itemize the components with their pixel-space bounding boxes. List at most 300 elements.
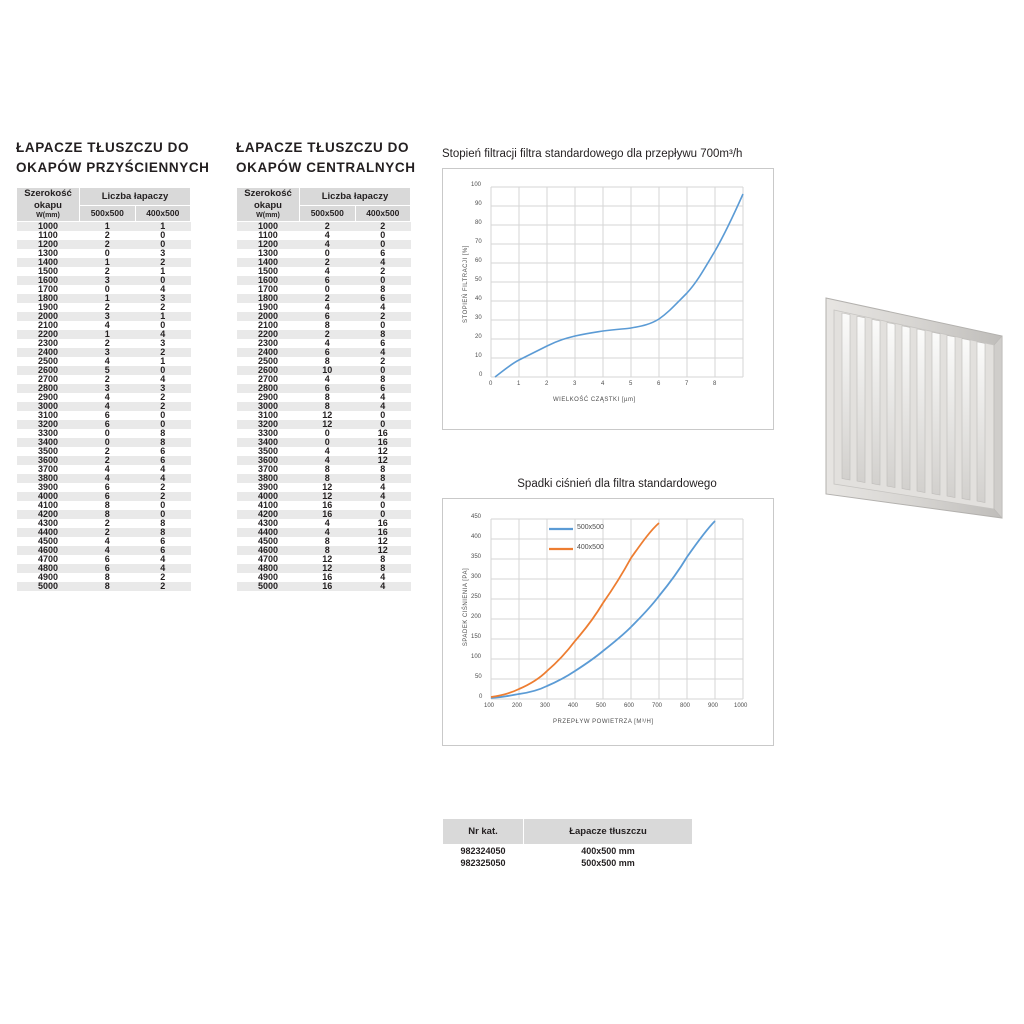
central-cell: 4600 [237,546,300,555]
wall-cell: 1 [80,258,136,267]
central-cell: 3100 [237,411,300,420]
central-cell: 1100 [237,231,300,240]
wall-cell: 0 [135,420,191,429]
central-cell: 2500 [237,357,300,366]
central-cell: 4900 [237,573,300,582]
central-cell: 8 [300,537,356,546]
p-xtick-300: 300 [540,703,551,709]
catalogue-cell: 982325050 [443,857,524,869]
central-cell: 4 [355,303,411,312]
wall-cell: 2 [80,375,136,384]
central-cell: 4 [300,339,356,348]
central-cell: 8 [300,357,356,366]
central-cell: 10 [300,366,356,375]
wall-cell: 3 [80,384,136,393]
central-cell: 4300 [237,519,300,528]
wall-cell: 2 [80,339,136,348]
central-cell: 12 [355,546,411,555]
central-cell: 2700 [237,375,300,384]
wall-cell: 1300 [17,249,80,258]
central-cell: 4100 [237,501,300,510]
wall-cell: 2 [80,240,136,249]
central-cell: 4800 [237,564,300,573]
central-cell: 8 [355,330,411,339]
p-xtick-1000: 1000 [734,703,748,709]
central-cell: 0 [355,276,411,285]
wall-cell: 3400 [17,438,80,447]
xtick-2: 2 [545,381,549,387]
wall-cell: 8 [135,528,191,537]
chart-filtration-xlabel: WIELKOŚĆ CZĄSTKI [µm] [553,397,636,403]
wall-cell: 2 [80,267,136,276]
wall-cell: 2 [80,519,136,528]
central-cell: 4 [300,240,356,249]
table-row [17,582,191,591]
xtick-8: 8 [713,381,717,387]
central-cell: 2400 [237,348,300,357]
central-cell: 2 [355,221,411,231]
catalogue-header-name: Łapacze tłuszczu [524,819,693,845]
central-cell: 3600 [237,456,300,465]
wall-cell: 0 [80,429,136,438]
wall-cell: 1100 [17,231,80,240]
central-cell: 12 [300,492,356,501]
table-block-wall-hoods [16,138,212,591]
wall-cell: 2 [135,483,191,492]
xtick-0: 0 [489,381,493,387]
wall-cell: 1 [80,294,136,303]
wall-cell: 3 [135,339,191,348]
central-cell: 8 [300,546,356,555]
header-width-wall [17,188,80,222]
central-cell: 2100 [237,321,300,330]
central-cell: 3800 [237,474,300,483]
header-500-wall: 500x500 [80,206,136,221]
central-cell: 16 [355,438,411,447]
central-cell: 1700 [237,285,300,294]
central-cell: 6 [355,249,411,258]
central-cell: 8 [355,285,411,294]
wall-cell: 1 [135,221,191,231]
sizes-table-central-body [237,221,411,591]
header-400-central: 400x500 [355,206,411,221]
central-cell: 3900 [237,483,300,492]
wall-cell: 4900 [17,573,80,582]
chart-filtration-frame [442,168,774,430]
table-title-wall: ŁAPACZE TŁUSZCZU DO OKAPÓW PRZYŚCIENNYCH [16,140,210,175]
central-cell: 8 [355,375,411,384]
wall-cell: 3 [80,276,136,285]
p-ytick-200: 200 [471,614,482,620]
wall-cell: 2 [135,258,191,267]
wall-cell: 2 [135,492,191,501]
wall-cell: 0 [135,276,191,285]
wall-cell: 4200 [17,510,80,519]
wall-cell: 2700 [17,375,80,384]
wall-cell: 2 [135,402,191,411]
wall-cell: 8 [135,429,191,438]
xtick-4: 4 [601,381,605,387]
wall-cell: 4 [135,375,191,384]
wall-cell: 2500 [17,357,80,366]
central-cell: 8 [355,465,411,474]
wall-cell: 4 [135,465,191,474]
chart-filtration-title: Stopień filtracji filtra standardowego dla przepływu 700m³/h [442,148,743,160]
central-cell: 0 [300,249,356,258]
central-cell: 12 [355,456,411,465]
ytick-30: 30 [475,315,482,321]
central-cell: 3000 [237,402,300,411]
central-cell: 0 [355,366,411,375]
central-cell: 3700 [237,465,300,474]
header-500-central: 500x500 [300,206,356,221]
table-row [443,857,693,869]
ytick-10: 10 [475,353,482,359]
central-cell: 4500 [237,537,300,546]
central-cell: 1900 [237,303,300,312]
wall-cell: 2 [80,528,136,537]
wall-cell: 2600 [17,366,80,375]
central-cell: 12 [300,564,356,573]
wall-cell: 2100 [17,321,80,330]
wall-cell: 8 [80,501,136,510]
wall-cell: 2 [135,573,191,582]
sizes-table-central [236,187,411,591]
xtick-3: 3 [573,381,577,387]
wall-cell: 2 [135,348,191,357]
header-count-central: Liczba łapaczy [300,188,411,206]
wall-cell: 5000 [17,582,80,591]
wall-cell: 0 [135,231,191,240]
xtick-6: 6 [657,381,661,387]
central-cell: 4200 [237,510,300,519]
p-xtick-200: 200 [512,703,523,709]
wall-cell: 0 [135,321,191,330]
table-title-central: ŁAPACZE TŁUSZCZU DO OKAPÓW CENTRALNYCH [236,140,416,175]
central-cell: 12 [300,420,356,429]
central-cell: 12 [355,537,411,546]
ytick-50: 50 [475,277,482,283]
central-cell: 0 [355,510,411,519]
wall-cell: 4 [80,537,136,546]
central-cell: 2 [300,330,356,339]
legend-label-500x500: 500x500 [577,524,604,531]
wall-cell: 4 [80,393,136,402]
wall-cell: 1 [135,357,191,366]
central-cell: 4 [355,348,411,357]
central-cell: 2800 [237,384,300,393]
central-cell: 16 [300,582,356,591]
central-cell: 0 [300,438,356,447]
central-cell: 3200 [237,420,300,429]
central-cell: 4 [300,456,356,465]
wall-cell: 8 [135,519,191,528]
wall-cell: 1 [80,330,136,339]
xtick-5: 5 [629,381,633,387]
xtick-1: 1 [517,381,521,387]
xtick-7: 7 [685,381,689,387]
wall-cell: 3 [135,249,191,258]
chart-pressure-ylabel: SPADEK CIŚNIENIA [PA] [463,567,469,647]
catalogue-table [442,818,690,869]
central-cell: 2 [355,312,411,321]
central-cell: 3500 [237,447,300,456]
central-cell: 8 [300,321,356,330]
central-cell: 1500 [237,267,300,276]
p-ytick-300: 300 [471,574,482,580]
central-cell: 12 [300,555,356,564]
central-cell: 4700 [237,555,300,564]
wall-cell: 2 [80,303,136,312]
wall-cell: 1600 [17,276,80,285]
header-width-central-unit: W(mm) [256,211,280,219]
wall-cell: 2000 [17,312,80,321]
p-xtick-100: 100 [484,703,495,709]
central-cell: 4 [355,483,411,492]
grid-lines [491,187,743,377]
central-cell: 16 [355,429,411,438]
ytick-40: 40 [475,296,482,302]
central-cell: 8 [300,474,356,483]
wall-cell: 3 [80,312,136,321]
wall-cell: 3700 [17,465,80,474]
p-xtick-400: 400 [568,703,579,709]
table-row [237,582,411,591]
wall-cell: 4 [80,465,136,474]
wall-cell: 8 [80,573,136,582]
wall-cell: 6 [135,456,191,465]
central-cell: 12 [300,411,356,420]
wall-cell: 4100 [17,501,80,510]
wall-cell: 3500 [17,447,80,456]
central-cell: 4 [300,375,356,384]
chart-pressure [442,478,792,746]
ytick-20: 20 [475,334,482,340]
wall-cell: 3900 [17,483,80,492]
wall-cell: 1 [135,267,191,276]
central-cell: 16 [355,528,411,537]
wall-cell: 1900 [17,303,80,312]
central-cell: 2 [300,221,356,231]
p-ytick-50: 50 [475,674,482,680]
central-cell: 0 [355,501,411,510]
wall-cell: 1200 [17,240,80,249]
catalogue-header-code: Nr kat. [443,819,524,845]
p-ytick-0: 0 [479,694,483,700]
wall-cell: 2 [135,393,191,402]
central-cell: 4 [355,402,411,411]
central-cell: 4 [300,447,356,456]
ytick-100: 100 [471,182,482,188]
wall-cell: 4 [135,474,191,483]
central-cell: 4 [355,573,411,582]
wall-cell: 1800 [17,294,80,303]
catalogue-cell: 982324050 [443,845,524,858]
wall-cell: 1 [80,221,136,231]
central-cell: 8 [300,393,356,402]
wall-cell: 1 [135,312,191,321]
wall-cell: 2800 [17,384,80,393]
p-ytick-150: 150 [471,634,482,640]
wall-cell: 0 [80,249,136,258]
grid-lines [491,519,743,699]
wall-cell: 0 [135,411,191,420]
central-cell: 16 [300,573,356,582]
header-width-central [237,188,300,222]
wall-cell: 1500 [17,267,80,276]
central-cell: 2900 [237,393,300,402]
wall-cell: 2 [135,582,191,591]
central-cell: 4 [300,231,356,240]
wall-cell: 6 [80,420,136,429]
wall-cell: 4300 [17,519,80,528]
central-cell: 2 [355,357,411,366]
central-cell: 0 [355,420,411,429]
wall-cell: 3 [135,384,191,393]
central-cell: 6 [355,294,411,303]
catalogue-table-body [443,845,693,870]
central-cell: 4000 [237,492,300,501]
central-cell: 16 [300,501,356,510]
central-cell: 2200 [237,330,300,339]
wall-cell: 4 [135,555,191,564]
wall-cell: 8 [135,438,191,447]
header-width-wall-label: Szerokość okapu [24,188,72,211]
wall-cell: 0 [135,501,191,510]
header-width-wall-unit: W(mm) [36,211,60,219]
central-cell: 8 [300,402,356,411]
wall-cell: 4400 [17,528,80,537]
wall-cell: 3 [135,294,191,303]
filter-edge [994,336,1002,518]
wall-cell: 3600 [17,456,80,465]
chart-filtration-ylabel: STOPIEŃ FILTRACJI [%] [463,245,469,323]
central-cell: 2 [300,258,356,267]
central-cell: 8 [355,555,411,564]
p-ytick-250: 250 [471,594,482,600]
header-count-wall: Liczba łapaczy [80,188,191,206]
central-cell: 16 [300,510,356,519]
central-cell: 0 [300,285,356,294]
wall-cell: 1700 [17,285,80,294]
catalogue-table-element [442,818,693,869]
central-cell: 6 [300,348,356,357]
wall-cell: 6 [135,537,191,546]
central-cell: 6 [300,276,356,285]
product-image-grease-filter [820,288,1020,538]
wall-cell: 4 [80,402,136,411]
wall-cell: 6 [135,447,191,456]
wall-cell: 0 [135,366,191,375]
central-cell: 8 [355,474,411,483]
central-cell: 5000 [237,582,300,591]
central-cell: 0 [355,411,411,420]
wall-cell: 2 [80,456,136,465]
wall-cell: 0 [80,285,136,294]
central-cell: 4 [355,393,411,402]
catalogue-cell: 400x500 mm [524,845,693,858]
wall-cell: 6 [80,483,136,492]
ytick-80: 80 [475,220,482,226]
wall-cell: 4 [80,321,136,330]
central-cell: 6 [300,312,356,321]
central-cell: 2 [300,294,356,303]
header-width-central-label: Szerokość okapu [244,188,292,211]
p-xtick-500: 500 [596,703,607,709]
wall-cell: 4000 [17,492,80,501]
wall-cell: 2 [80,231,136,240]
wall-cell: 3200 [17,420,80,429]
wall-cell: 4 [135,564,191,573]
central-cell: 2 [355,267,411,276]
wall-cell: 2200 [17,330,80,339]
p-xtick-800: 800 [680,703,691,709]
central-cell: 1300 [237,249,300,258]
wall-cell: 2400 [17,348,80,357]
wall-cell: 3000 [17,402,80,411]
wall-cell: 6 [80,564,136,573]
wall-cell: 6 [80,555,136,564]
central-cell: 1200 [237,240,300,249]
wall-cell: 4700 [17,555,80,564]
central-cell: 4 [300,267,356,276]
wall-cell: 5 [80,366,136,375]
wall-cell: 8 [80,510,136,519]
wall-cell: 1400 [17,258,80,267]
wall-cell: 3 [80,348,136,357]
wall-cell: 0 [80,438,136,447]
wall-cell: 2 [80,447,136,456]
grease-filter-svg [820,288,1020,538]
wall-cell: 2300 [17,339,80,348]
ytick-60: 60 [475,258,482,264]
p-ytick-100: 100 [471,654,482,660]
chart-filtration [442,148,792,430]
chart-filtration-svg [443,169,773,429]
wall-cell: 0 [135,510,191,519]
wall-cell: 8 [80,582,136,591]
central-cell: 0 [300,429,356,438]
wall-cell: 0 [135,240,191,249]
central-cell: 4 [300,303,356,312]
central-cell: 4 [355,258,411,267]
series-filtr-standardowy [495,194,743,377]
central-cell: 8 [300,465,356,474]
wall-cell: 3800 [17,474,80,483]
wall-cell: 4600 [17,546,80,555]
sizes-table-wall-body [17,221,191,591]
central-cell: 6 [300,384,356,393]
wall-cell: 2 [135,303,191,312]
header-400-wall: 400x500 [135,206,191,221]
wall-cell: 6 [135,546,191,555]
central-cell: 4400 [237,528,300,537]
p-xtick-900: 900 [708,703,719,709]
central-cell: 3400 [237,438,300,447]
wall-cell: 4 [80,546,136,555]
central-cell: 6 [355,384,411,393]
ytick-0: 0 [479,372,483,378]
chart-pressure-frame [442,498,774,746]
table-block-central-hoods [236,138,432,591]
central-cell: 0 [355,321,411,330]
p-ytick-400: 400 [471,534,482,540]
central-cell: 2000 [237,312,300,321]
p-xtick-700: 700 [652,703,663,709]
central-cell: 2300 [237,339,300,348]
chart-pressure-title: Spadki ciśnień dla filtra standardowego [517,478,717,490]
wall-cell: 4 [135,330,191,339]
